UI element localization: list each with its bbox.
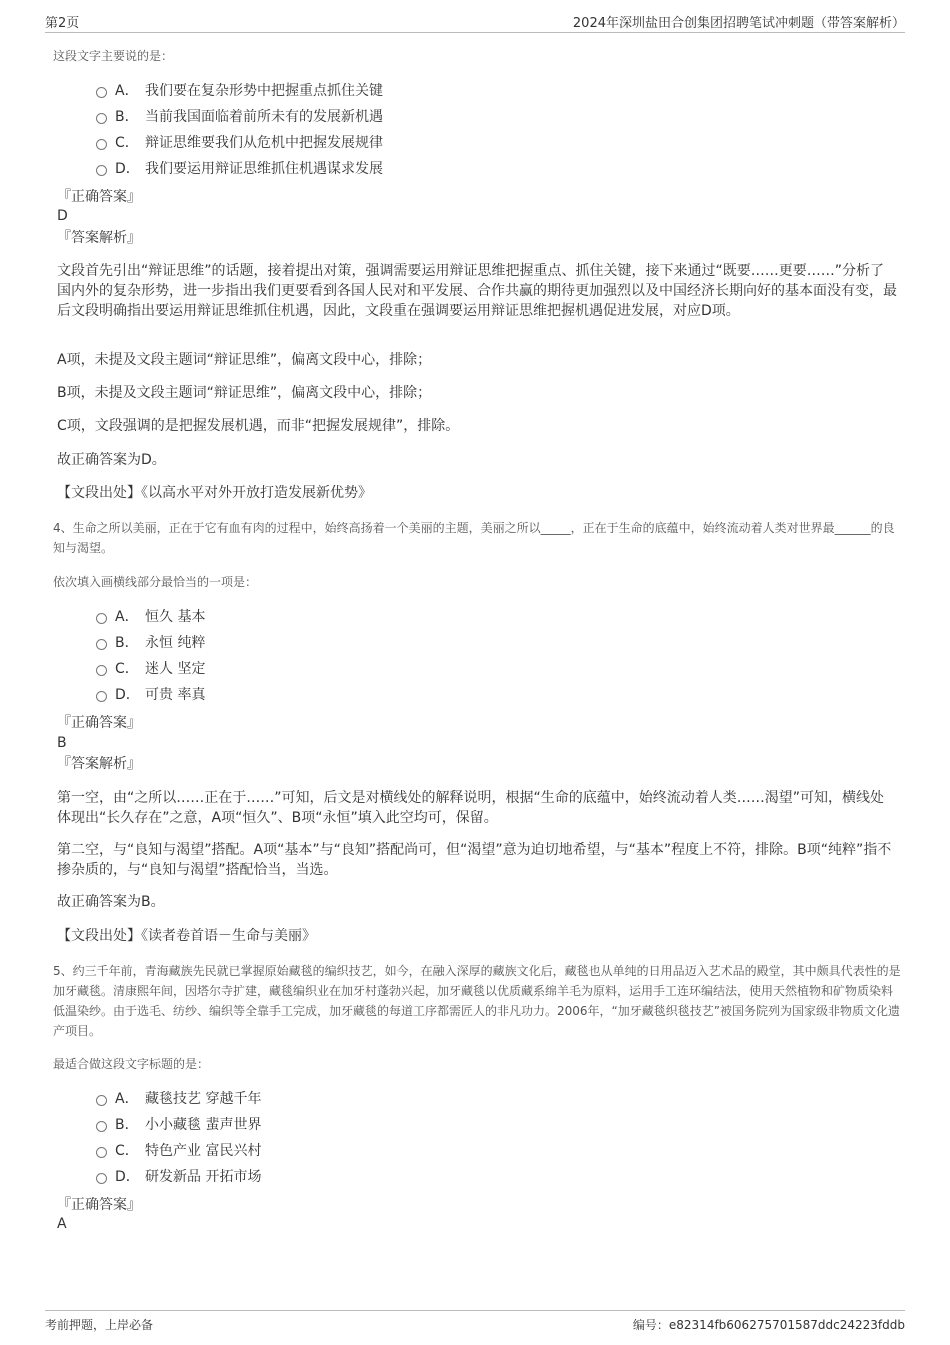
q3-answer: D	[57, 208, 68, 224]
radio-icon[interactable]	[96, 139, 107, 150]
radio-icon[interactable]	[96, 113, 107, 124]
radio-icon[interactable]	[96, 691, 107, 702]
radio-icon[interactable]	[96, 1173, 107, 1184]
q4-option-c[interactable]: C． 迷人 坚定	[96, 659, 205, 679]
q3-option-b[interactable]: B． 当前我国面临着前所未有的发展新机遇	[96, 107, 383, 127]
document-title: 2024年深圳盐田合创集团招聘笔试冲刺题（带答案解析）	[572, 16, 905, 31]
q3-source: 【文段出处】《以高水平对外开放打造发展新优势》	[57, 485, 372, 501]
q3-analysis-paragraph: A项，未提及文段主题词“辩证思维”，偏离文段中心，排除；	[57, 352, 432, 368]
q5-option-d[interactable]: D． 研发新品 开拓市场	[96, 1167, 261, 1187]
q5-answer: A	[57, 1216, 67, 1232]
q4-option-b[interactable]: B． 永恒 纯粹	[96, 633, 205, 653]
q5-option-b[interactable]: B． 小小藏毯 蜚声世界	[96, 1115, 261, 1135]
radio-icon[interactable]	[96, 613, 107, 624]
q5-prompt: 最适合做这段文字标题的是：	[53, 1057, 210, 1071]
q4-analysis-label: 『答案解析』	[57, 756, 141, 772]
radio-icon[interactable]	[96, 665, 107, 676]
document-id: 编号：e82314fb606275701587ddc24223fddb	[632, 1318, 905, 1332]
q4-analysis-paragraph: 第二空，与“良知与渴望”搭配。A项“基本”与“良知”搭配尚可，但“渴望”意为迫切地希望，与“基本”程度上不符，排除。B项“纯粹”指不掺杂质的，与“良知与渴望”搭配恰当，当选。	[57, 842, 892, 878]
radio-icon[interactable]	[96, 1147, 107, 1158]
q5-stem: 5、约三千年前，青海藏族先民就已掌握原始藏毯的编织技艺，如今，在融入深厚的藏族文化后，藏毯也从单纯的日用品迈入艺术品的殿堂，其中颇具代表性的是加牙藏毯。清康熙年间，因塔尔寺扩建，藏毯编织业在加牙村蓬勃兴起，加牙藏毯以优质藏系绵羊毛为原料，运用手工连环编结法，使用天然植物和矿物质染料低温染纱。由于选毛、纺纱、编织等全靠手工完成，加牙藏毯的每道工序都需匠人的非凡功力。2006年，“加牙藏毯织毯技艺”被国务院列为国家级非物质文化遗产项目。	[53, 964, 901, 1038]
q4-analysis-paragraph: 第一空，由“之所以……正在于……”可知，后文是对横线处的解释说明，根据“生命的底蕴中，始终流动着人类……渴望”可知，横线处体现出“长久存在”之意，A项“恒久”、B项“永恒”填入此空均可，保留。	[57, 790, 885, 826]
q5-option-a[interactable]: A． 藏毯技艺 穿越千年	[96, 1089, 261, 1109]
q3-analysis-paragraph: 文段首先引出“辩证思维”的话题，接着提出对策，强调需要运用辩证思维把握重点、抓住关键，接下来通过“既要……更要……”分析了国内外的复杂形势，进一步指出我们更要看到各国人民对和平发展、合作共赢的期待更加强烈以及中国经济长期向好的基本面没有变，最后文段明确指出要运用辩证思维抓住机遇，因此，文段重在强调要运用辩证思维把握机遇促进发展，对应D项。	[57, 263, 897, 319]
q3-analysis-paragraph: C项，文段强调的是把握发展机遇，而非“把握发展规律”，排除。	[57, 418, 460, 434]
q4-answer: B	[57, 735, 67, 751]
radio-icon[interactable]	[96, 165, 107, 176]
radio-icon[interactable]	[96, 1095, 107, 1106]
page-header	[45, 10, 905, 33]
q3-option-d[interactable]: D． 我们要运用辩证思维抓住机遇谋求发展	[96, 159, 383, 179]
page-number: 第2页	[45, 16, 80, 31]
q3-analysis-paragraph: B项，未提及文段主题词“辩证思维”，偏离文段中心，排除；	[57, 385, 432, 401]
radio-icon[interactable]	[96, 87, 107, 98]
q3-prompt: 这段文字主要说的是：	[53, 49, 174, 63]
q3-option-a[interactable]: A． 我们要在复杂形势中把握重点抓住关键	[96, 81, 383, 101]
q4-prompt: 依次填入画横线部分最恰当的一项是：	[53, 575, 258, 589]
q3-answer-label: 『正确答案』	[57, 189, 141, 205]
q4-option-d[interactable]: D． 可贵 率真	[96, 685, 205, 705]
q4-analysis-paragraph: 故正确答案为B。	[57, 894, 165, 910]
q4-stem: 4、生命之所以美丽，正在于它有血有肉的过程中，始终高扬着一个美丽的主题，美丽之所以_____，正在于生命的底蕴中，始终流动着人类对世界最______的良知与渴望。	[53, 521, 895, 555]
q3-option-c[interactable]: C． 辩证思维要我们从危机中把握发展规律	[96, 133, 383, 153]
footer-slogan: 考前押题，上岸必备	[45, 1318, 154, 1332]
q4-source: 【文段出处】《读者卷首语－生命与美丽》	[57, 928, 316, 944]
q3-analysis-label: 『答案解析』	[57, 230, 141, 246]
radio-icon[interactable]	[96, 639, 107, 650]
q4-answer-label: 『正确答案』	[57, 715, 141, 731]
q5-option-c[interactable]: C． 特色产业 富民兴村	[96, 1141, 261, 1161]
q3-analysis-paragraph: 故正确答案为D。	[57, 452, 166, 468]
q4-option-a[interactable]: A． 恒久 基本	[96, 607, 205, 627]
radio-icon[interactable]	[96, 1121, 107, 1132]
page-footer	[45, 1310, 905, 1335]
q5-answer-label: 『正确答案』	[57, 1197, 141, 1213]
